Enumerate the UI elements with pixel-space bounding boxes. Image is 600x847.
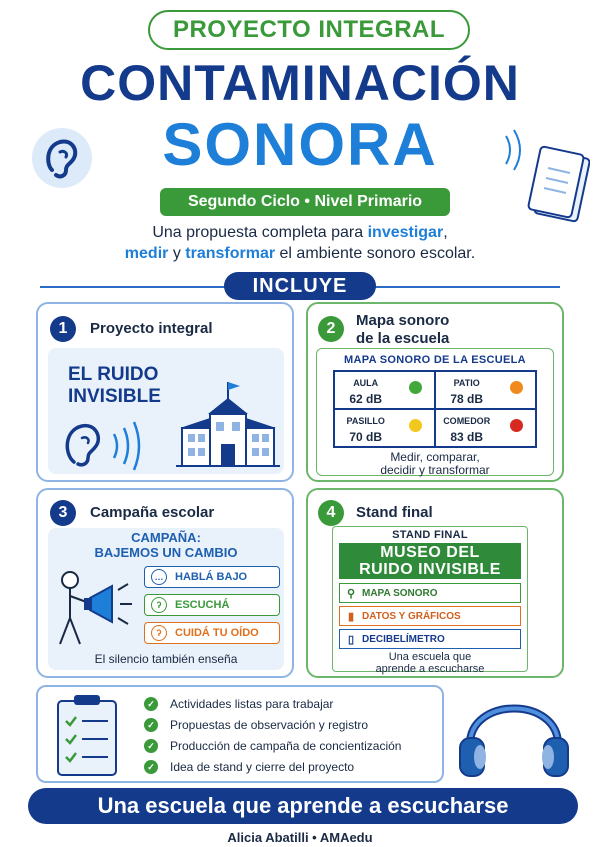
bar-chart-icon: ▮: [347, 610, 355, 623]
campaign-title-2: BAJEMOS UN CAMBIO: [94, 545, 238, 560]
stand-label: STAND FINAL: [392, 529, 468, 541]
ear-icon: [22, 120, 102, 190]
card-proyecto-integral: [36, 302, 294, 482]
map-grid: [333, 370, 537, 448]
clipboard-icon: [52, 693, 122, 777]
campaign-item-escucha: ʔ ESCUCHÁ: [144, 594, 280, 616]
checklist-item: ✓ Actividades listas para trabajar: [144, 697, 333, 711]
ruido-text-2: INVISIBLE: [68, 386, 161, 407]
closing-banner: Una escuela que aprende a escucharse: [28, 788, 578, 824]
card-number: 3: [50, 500, 76, 526]
stand-item-datos-graficos: ▮ DATOS Y GRÁFICOS: [339, 606, 521, 626]
stand-frame: [332, 526, 528, 675]
sound-map: [316, 348, 554, 476]
zone-aula: AULA 62 dB: [334, 371, 435, 409]
level-dot: [409, 419, 422, 432]
campaign-caption: El silencio también enseña: [94, 652, 238, 666]
speech-bubble-icon: …: [151, 569, 167, 585]
stand-caption: Una escuela que aprende a escucharse: [375, 651, 485, 675]
museum-banner: MUSEO DEL RUIDO INVISIBLE: [339, 543, 521, 579]
level-dot: [510, 381, 523, 394]
level-badge: Segundo Ciclo • Nivel Primario: [160, 188, 450, 216]
card-title-1: Mapa sonoro: [356, 312, 450, 329]
campaign-item-cuida-tu-oido: ʔ CUIDÁ TU OÍDO: [144, 622, 280, 644]
sound-meter-icon: ▯: [347, 633, 355, 646]
card-title-2: de la escuela: [356, 330, 450, 347]
check-icon: ✓: [144, 718, 158, 732]
card-illustration: [48, 348, 284, 474]
checklist-item: ✓ Propuestas de observación y registro: [144, 718, 368, 732]
card-stand-final: [306, 488, 564, 678]
includes-label: INCLUYE: [224, 272, 376, 300]
level-dot: [409, 381, 422, 394]
notebook-icon: [500, 126, 590, 226]
school-building-icon: [176, 378, 280, 470]
check-icon: ✓: [144, 739, 158, 753]
ear-icon: ʔ: [151, 625, 167, 641]
campaign-item-habla-bajo: … HABLÁ BAJO: [144, 566, 280, 588]
zone-patio: PATIO 78 dB: [435, 371, 536, 409]
stand-item-mapa-sonoro: ⚲ MAPA SONORO: [339, 583, 521, 603]
card-title: Campaña escolar: [90, 504, 215, 521]
card-number: 4: [318, 500, 344, 526]
zone-pasillo: PASILLO 70 dB: [334, 409, 435, 447]
card-number: 2: [318, 316, 344, 342]
card-title: Proyecto integral: [90, 320, 213, 337]
title-line-2: SONORA: [162, 111, 438, 178]
megaphone-person-icon: [50, 568, 146, 650]
project-label: PROYECTO INTEGRAL: [148, 10, 470, 50]
intro-text: Una propuesta completa para investigar, medir y transformar el ambiente sonoro escolar.: [124, 224, 476, 262]
checklist-item: ✓ Idea de stand y cierre del proyecto: [144, 760, 354, 774]
ruido-text-1: EL RUIDO: [68, 364, 159, 385]
map-pin-icon: ⚲: [346, 587, 356, 600]
level-dot: [510, 419, 523, 432]
zone-comedor: COMEDOR 83 dB: [435, 409, 536, 447]
campaign-title-1: CAMPAÑA:: [131, 530, 201, 545]
headphones-icon: [450, 676, 580, 786]
card-mapa-sonoro: [306, 302, 564, 482]
check-icon: ✓: [144, 697, 158, 711]
card-number: 1: [50, 316, 76, 342]
check-icon: ✓: [144, 760, 158, 774]
card-title: Stand final: [356, 504, 433, 521]
checklist-item: ✓ Producción de campaña de concientización: [144, 739, 401, 753]
map-caption-1: Medir, comparar,: [390, 450, 480, 464]
map-caption-2: decidir y transformar: [380, 463, 490, 477]
title-line-1: CONTAMINACIÓN: [80, 55, 520, 111]
map-title: MAPA SONORO DE LA ESCUELA: [344, 354, 526, 366]
ear-icon: ʔ: [151, 597, 167, 613]
campaign-panel: [48, 528, 284, 670]
ear-waves-icon: [52, 410, 162, 474]
author-credit: Alicia Abatilli • AMAedu: [227, 830, 373, 845]
card-campana-escolar: [36, 488, 294, 678]
checklist-box: [36, 685, 444, 783]
stand-item-decibelimetro: ▯ DECIBELÍMETRO: [339, 629, 521, 649]
